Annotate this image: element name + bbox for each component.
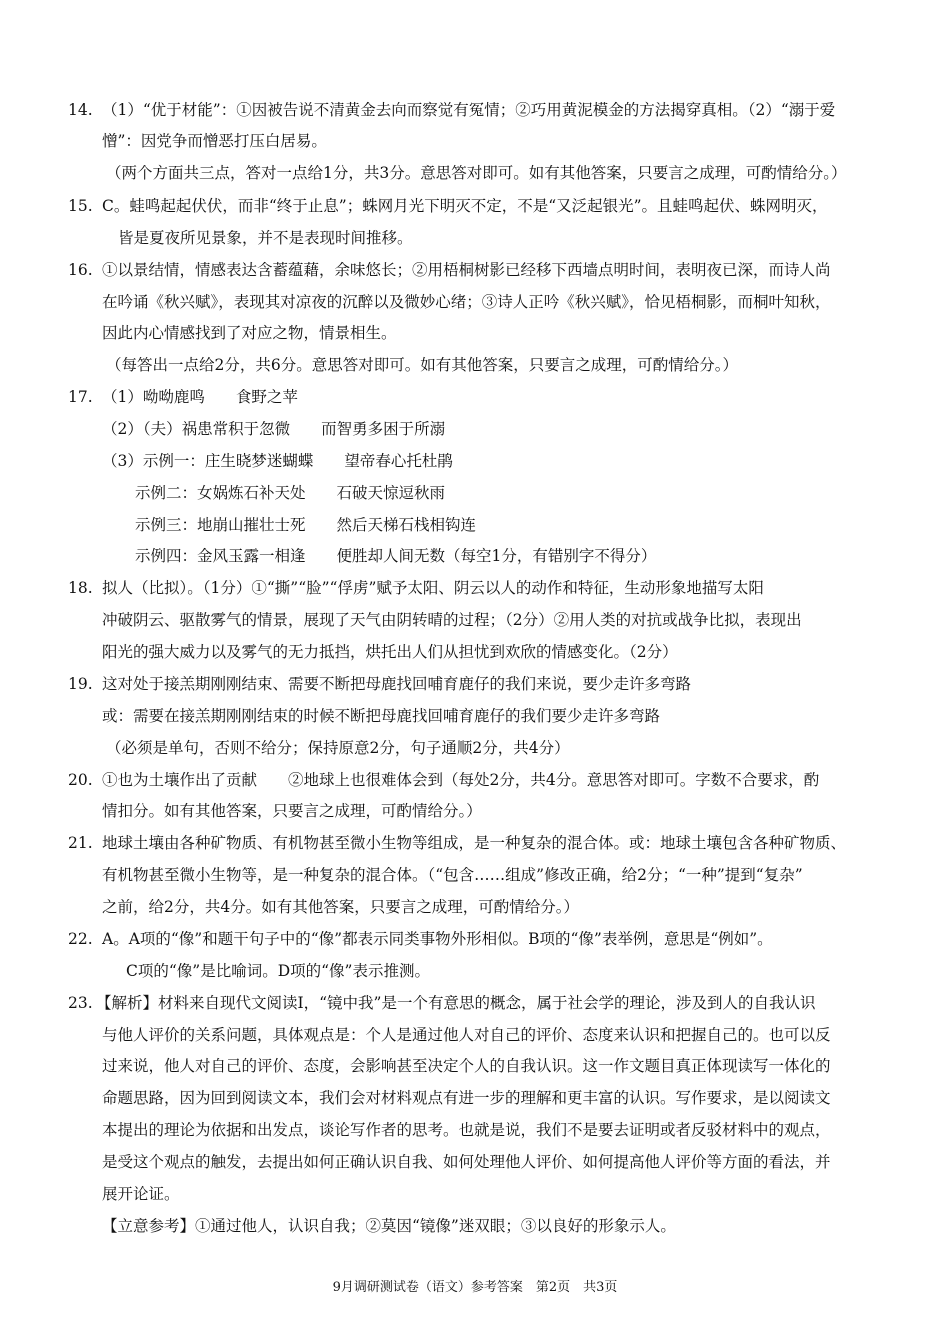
q17-line: （1）呦呦鹿鸣 食野之苹 bbox=[102, 388, 298, 406]
q23-line: 过来说，他人对自己的评价、态度，会影响甚至决定个人的自我认识。这一作文题目真正体现读写一体化的 bbox=[102, 1057, 831, 1075]
q17-line: （2）（夫）祸患常积于忽微 而智勇多困于所溺 bbox=[102, 420, 446, 438]
q23-line: 命题思路，因为回到阅读文本，我们会对材料观点有进一步的理解和更丰富的认识。写作要求，是以阅读文 bbox=[102, 1089, 831, 1107]
q17-line: 示例三：地崩山摧壮士死 然后天梯石栈相钩连 bbox=[135, 516, 477, 534]
q18-line: 拟人（比拟）。（1分）①“撕”“脸”“俘虏”赋予太阳、阴云以人的动作和特征，生动形象地描写太阳 bbox=[102, 579, 764, 597]
q15-line: 皆是夏夜所见景象，并不是表现时间推移。 bbox=[118, 229, 413, 247]
q20-number: 20. bbox=[68, 771, 93, 789]
q18-line: 阳光的强大威力以及雾气的无力抵挡，烘托出人们从担忧到欢欣的情感变化。（2分） bbox=[102, 643, 678, 661]
q19-line: 这对处于接羔期刚刚结束、需要不断把母鹿找回哺育鹿仔的我们来说，要少走许多弯路 bbox=[102, 675, 692, 693]
q23-line: 与他人评价的关系问题，具体观点是：个人是通过他人对自己的评价、态度来认识和把握自己的。也可以反 bbox=[102, 1026, 831, 1044]
q21-line: 之前，给2分，共4分。如有其他答案，只要言之成理，可酌情给分。） bbox=[102, 898, 579, 916]
q19-note: （必须是单句，否则不给分；保持原意2分，句子通顺2分，共4分） bbox=[106, 739, 570, 757]
q22-line: A。A项的“像”和题干句子中的“像”都表示同类事物外形相似。B项的“像”表举例，意思是“例如”。 bbox=[102, 930, 773, 948]
q14-line: （1）“优于材能”：①因被告说不清黄金去向而察觉有冤情；②巧用黄泥模金的方法揭穿真相。（2）“溺于爱 bbox=[102, 101, 836, 119]
q19-number: 19. bbox=[68, 675, 93, 693]
q14-note: （两个方面共三点，答对一点给1分，共3分。意思答对即可。如有其他答案，只要言之成理，可酌情给分。） bbox=[106, 164, 847, 182]
q23-line: 本提出的理论为依据和出发点，谈论写作者的思考。也就是说，我们不是要去证明或者反驳材料中的观点， bbox=[102, 1121, 831, 1139]
q17-line: 示例二：女娲炼石补天处 石破天惊逗秋雨 bbox=[135, 484, 446, 502]
q19-line: 或：需要在接羔期刚刚结束的时候不断把母鹿找回哺育鹿仔的我们要少走许多弯路 bbox=[102, 707, 661, 725]
q15-number: 15. bbox=[68, 197, 93, 215]
q20-line: ①也为土壤作出了贡献 ②地球上也很难体会到（每处2分，共4分。意思答对即可。字数不合要求，酌 bbox=[102, 771, 820, 789]
q17-number: 17. bbox=[68, 388, 93, 406]
q16-line: 因此内心情感找到了对应之物，情景相生。 bbox=[102, 324, 397, 342]
page-footer: 9月调研测试卷（语文）参考答案 第2页 共3页 bbox=[332, 1280, 618, 1295]
q21-line: 有机物甚至微小生物等，是一种复杂的混合体。（“包含……组成”修改正确，给2分；“一种”提到“复杂” bbox=[102, 866, 803, 884]
q14-number: 14. bbox=[68, 101, 93, 119]
q23-number: 23. bbox=[68, 994, 93, 1012]
q16-line: ①以景结情，情感表达含蓄蕴藉，余味悠长；②用梧桐树影已经移下西墙点明时间，表明夜已深，而诗人尚 bbox=[102, 261, 831, 279]
q22-line: C项的“像”是比喻词。D项的“像”表示推测。 bbox=[126, 962, 430, 980]
q23-line: 【立意参考】①通过他人，认识自我；②莫因“镜像”迷双眼；③以良好的形象示人。 bbox=[102, 1217, 676, 1235]
q16-line: 在吟诵《秋兴赋》，表现其对凉夜的沉醉以及微妙心绪；③诗人正吟《秋兴赋》，恰见梧桐影，而桐叶知秋， bbox=[102, 293, 831, 311]
q21-line: 地球土壤由各种矿物质、有机物甚至微小生物等组成，是一种复杂的混合体。或：地球土壤包含各种矿物质、 bbox=[102, 834, 847, 852]
q17-line: 示例四：金风玉露一相逢 便胜却人间无数（每空1分，有错别字不得分） bbox=[135, 547, 657, 565]
q20-line: 情扣分。如有其他答案，只要言之成理，可酌情给分。） bbox=[102, 802, 482, 820]
q18-line: 冲破阴云、驱散雾气的情景，展现了天气由阴转晴的过程；（2分）②用人类的对抗或战争比拟，表现出 bbox=[102, 611, 802, 629]
q22-number: 22. bbox=[68, 930, 93, 948]
q18-number: 18. bbox=[68, 579, 93, 597]
q14-line: 憎”：因党争而憎恶打压白居易。 bbox=[102, 132, 327, 150]
q23-line: 展开论证。 bbox=[102, 1185, 180, 1203]
q16-note: （每答出一点给2分，共6分。意思答对即可。如有其他答案，只要言之成理，可酌情给分。） bbox=[106, 356, 738, 374]
q17-line: （3）示例一：庄生晓梦迷蝴蝶 望帝春心托杜鹃 bbox=[102, 452, 453, 470]
q21-number: 21. bbox=[68, 834, 93, 852]
q23-line: 是受这个观点的触发，去提出如何正确认识自我、如何处理他人评价、如何提高他人评价等方面的看法，并 bbox=[102, 1153, 831, 1171]
q16-number: 16. bbox=[68, 261, 93, 279]
q23-line: 【解析】材料来自现代文阅读Ⅰ，“镜中我”是一个有意思的概念，属于社会学的理论，涉及到人的自我认识 bbox=[96, 994, 816, 1012]
q15-line: C。蛙鸣起起伏伏，而非“终于止息”；蛛网月光下明灭不定，不是“又泛起银光”。且蛙鸣起伏、蛛网明灭， bbox=[102, 197, 828, 215]
